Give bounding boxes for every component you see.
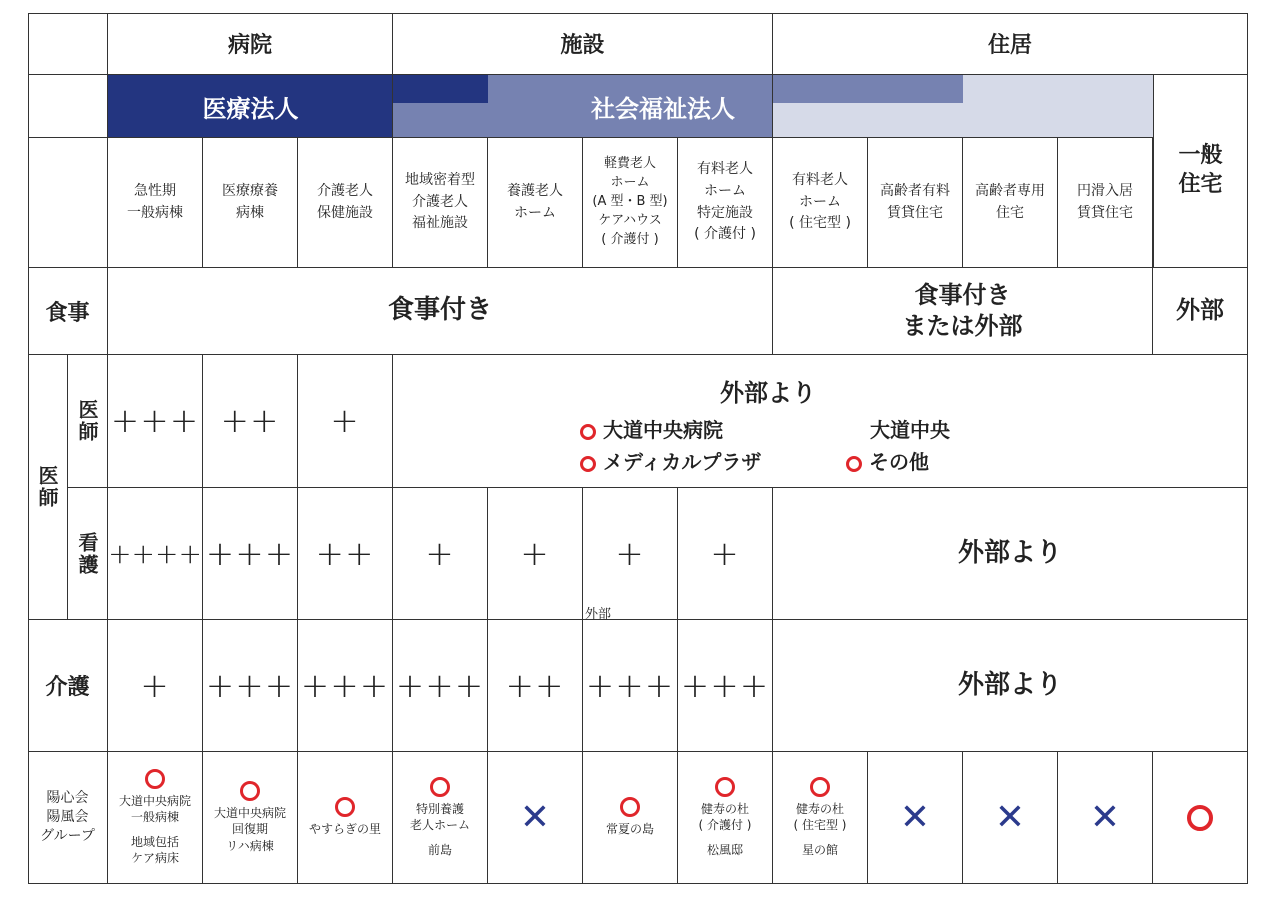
care-nursing-home: ++: [488, 620, 583, 752]
group-cell: [488, 752, 583, 884]
group-facility-note: 星の館: [801, 842, 838, 857]
nurse-external: 外部より: [773, 488, 1248, 620]
group-facility-name: 大道中央病院 回復期 リハ病棟: [213, 806, 286, 853]
group-cell: [583, 752, 678, 884]
group-cell: [963, 752, 1058, 884]
cross-icon: ✕: [1089, 796, 1121, 838]
row-label-group: 陽心会 陽風会 グループ: [28, 752, 108, 884]
general-housing-header: 一般 住宅: [1153, 75, 1248, 268]
doctor-external-2: メディカルプラザ: [580, 446, 761, 475]
nurse-nursing-home: +: [488, 488, 583, 620]
nurse-acute: ++++: [108, 488, 203, 620]
type-elderly-rental: 高齢者有料 賃貸住宅: [868, 138, 963, 268]
welfare-corp-label: 社会福祉法人: [591, 95, 735, 123]
doctor-external-title: 外部より: [720, 379, 816, 407]
circle-icon: [810, 777, 830, 797]
group-facility-name: 常夏の島: [605, 822, 654, 837]
band-sep-2: [772, 75, 773, 138]
group-cell: [393, 752, 488, 884]
nurse-community: +: [393, 488, 488, 620]
band-sep-1: [392, 75, 393, 138]
circle-icon: [580, 424, 596, 440]
type-paid-home-residential: 有料老人 ホーム ( 住宅型 ): [773, 138, 868, 268]
doctor-external-4: その他: [846, 446, 929, 475]
type-smooth-rental: 円滑入居 賃貸住宅: [1058, 138, 1153, 268]
meal-general: 外部: [1153, 268, 1248, 355]
care-external: 外部より: [773, 620, 1248, 752]
type-medical-care-ward: 医療療養 病棟: [203, 138, 298, 268]
circle-icon: [335, 797, 355, 817]
row-label-doctor: 医師: [68, 355, 108, 488]
type-low-cost-home: 軽費老人 ホーム (A 型・B 型) ケアハウス ( 介護付 ): [583, 138, 678, 268]
doctor-medical-care: ++: [203, 355, 298, 488]
type-paid-home-care: 有料老人 ホーム 特定施設 ( 介護付 ): [678, 138, 773, 268]
meal-included: 食事付き: [108, 268, 773, 355]
circle-icon: [240, 781, 260, 801]
care-medical-care: +++: [203, 620, 298, 752]
group-cell: [298, 752, 393, 884]
doctor-geriatric: +: [298, 355, 393, 488]
group-facility-note: 松風邸: [706, 842, 743, 857]
header-hospital: 病院: [108, 13, 393, 75]
type-community-welfare-facility: 地域密着型 介護老人 福祉施設: [393, 138, 488, 268]
care-paid-care: +++: [678, 620, 773, 752]
circle-icon: [1187, 805, 1213, 831]
doctor-external-cell: [393, 355, 1248, 488]
group-cell: [203, 752, 298, 884]
header-residence: 住居: [773, 13, 1248, 75]
circle-icon: [715, 777, 735, 797]
type-blank-cell: [28, 138, 108, 268]
circle-icon: [580, 456, 596, 472]
group-cell: [108, 752, 203, 884]
group-cell: [868, 752, 963, 884]
doctor-external-3: 大道中央: [870, 418, 950, 442]
group-cell: [773, 752, 868, 884]
cross-icon: ✕: [519, 796, 551, 838]
care-geriatric: +++: [298, 620, 393, 752]
meal-residence: 食事付き または外部: [773, 268, 1153, 355]
row-label-nurse: 看護: [68, 488, 108, 620]
nurse-low-cost: +: [583, 488, 678, 620]
group-facility-note: 前島: [427, 842, 452, 857]
row-label-care: 介護: [28, 620, 108, 752]
group-cell: [1058, 752, 1153, 884]
doctor-group-label: 医師: [28, 355, 68, 620]
header-facility: 施設: [393, 13, 773, 75]
care-acute: +: [108, 620, 203, 752]
cross-icon: ✕: [994, 796, 1026, 838]
type-geriatric-health-facility: 介護老人 保健施設: [298, 138, 393, 268]
circle-icon: [846, 456, 862, 472]
medical-corp-label: 医療法人: [202, 95, 299, 123]
group-cell: [678, 752, 773, 884]
group-cell: [1153, 752, 1248, 884]
cross-icon: ✕: [899, 796, 931, 838]
nurse-low-cost-note: 外部: [585, 607, 612, 622]
row-label-meal: 食事: [28, 268, 108, 355]
group-facility-note: 地域包括 ケア病床: [130, 834, 179, 865]
corp-blank-cell: [28, 75, 108, 138]
group-facility-name: 大道中央病院 一般病棟: [118, 794, 191, 825]
type-acute-general-ward: 急性期 一般病棟: [108, 138, 203, 268]
type-elderly-dedicated: 高齢者専用 住宅: [963, 138, 1058, 268]
nurse-geriatric: ++: [298, 488, 393, 620]
care-low-cost: +++: [583, 620, 678, 752]
care-community: +++: [393, 620, 488, 752]
doctor-acute: +++: [108, 355, 203, 488]
doctor-external-1: 大道中央病院: [580, 414, 723, 443]
group-facility-name: 健寿の杜 ( 介護付 ): [698, 802, 752, 833]
corner-cell: [28, 13, 108, 75]
nurse-paid-care: +: [678, 488, 773, 620]
group-facility-name: 健寿の杜 ( 住宅型 ): [793, 802, 847, 833]
group-facility-name: やすらぎの里: [308, 822, 381, 837]
group-facility-name: 特別養護 老人ホーム: [409, 802, 470, 833]
type-nursing-home: 養護老人 ホーム: [488, 138, 583, 268]
circle-icon: [430, 777, 450, 797]
circle-icon: [145, 769, 165, 789]
nurse-medical-care: +++: [203, 488, 298, 620]
residence-band-light-top: [963, 75, 1153, 103]
circle-icon: [620, 797, 640, 817]
